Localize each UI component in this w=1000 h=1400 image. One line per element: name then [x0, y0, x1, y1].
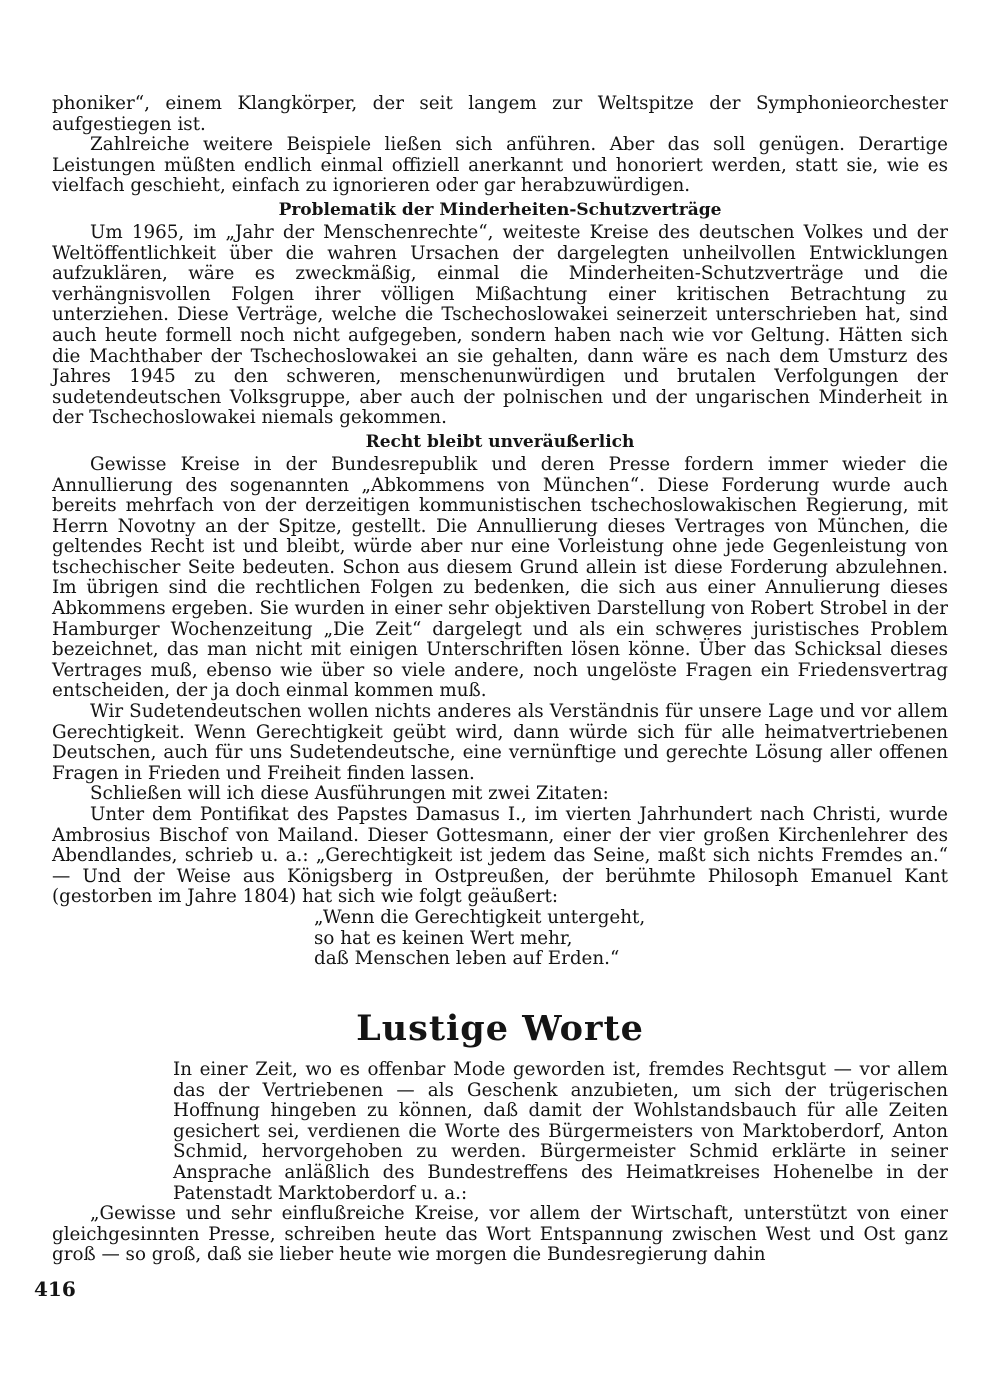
section2-paragraph-2: Wir Sudetendeutschen wollen nichts anderes als Verständnis für unsere Lage und vor allem Gerechtigkeit. Wenn Gerechtigkeit geübt wird, dann würde sich für alle heimatvertriebenen Deutschen, auch für uns Sudetendeutsche, eine vernünftige und gerechte Lösung aller offenen Fragen in Frieden und Freiheit finden lassen. — [52, 701, 948, 784]
main-column — [52, 94, 948, 970]
article-column — [52, 1060, 948, 1266]
quote-line: daß Menschen leben auf Erden.“ — [314, 948, 620, 970]
intro-paragraph-1: phoniker“, einem Klangkörper, der seit langem zur Weltspitze der Symphonieorchester aufgestiegen ist. — [52, 93, 948, 135]
section2-paragraph-4: Unter dem Pontifikat des Papstes Damasus I., im vierten Jahrhundert nach Christi, wurde Ambrosius Bischof von Mailand. Dieser Gottesmann, einer der vier großen Kirchenlehrer des Abendlandes, schrieb u. a.: „Gerechtigkeit ist jedem das Seine, maßt sich nichts Fremdes an.“ — Und der Weise aus Königsberg in Ostpreußen, der berühmte Philosoph Emanuel Kant (gestorben im Jahre 1804) hat sich wie folgt geäußert: — [52, 804, 948, 908]
kant-quote — [314, 908, 948, 970]
article-title: Lustige Worte — [356, 1008, 644, 1049]
quote-line: so hat es keinen Wert mehr, — [314, 927, 573, 949]
article-paragraph-2: „Gewisse und sehr einflußreiche Kreise, vor allem der Wirtschaft, unterstützt von einer gleichgesinnten Presse, schreiben heute das Wort Entspannung zwischen West und Ost ganz groß — so groß, daß sie lieber heute wie morgen die Bundesregierung dahin — [52, 1203, 948, 1266]
article-paragraph-1: In einer Zeit, wo es offenbar Mode geworden ist, fremdes Rechtsgut — vor allem das der Vertriebenen — als Geschenk anzubieten, um sich der trügerischen Hoffnung hingeben zu können, daß damit der Wohlstandsbauch für alle Zeiten gesichert sei, verdienen die Worte des Bürgermeisters von Marktoberdorf, Anton Schmid, hervorgehoben zu werden. Bürgermeister Schmid erklärte in seiner Ansprache anläßlich des Bundestreffens des Heimatkreises Hohenelbe in der Patenstadt Marktoberdorf u. a.: — [173, 1059, 948, 1204]
section1-paragraph-1: Um 1965, im „Jahr der Menschenrechte“, weiteste Kreise des deutschen Volkes und der Weltöffentlichkeit über die wahren Ursachen der dargelegten unheilvollen Entwicklungen aufzuklären, wäre es zweckmäßig, einmal die Minderheiten-Schutzverträge und die verhängnisvollen Folgen ihrer völligen Mißachtung einer kritischen Betrachtung zu unterziehen. Diese Verträge, welche die Tschechoslowakei seinerzeit unterschrieben hat, sind auch heute formell noch nicht aufgegeben, sondern haben nach wie vor Geltung. Hätten sich die Machthaber der Tschechoslowakei an sie gehalten, dann wäre es nach dem Umsturz des Jahres 1945 zu den schweren, menschenunwürdigen und brutalen Verfolgungen der sudetendeutschen Volksgruppe, aber auch der polnischen und der ungarischen Minderheit in der Tschechoslowakei niemals gekommen. — [52, 221, 948, 429]
section-heading-minority-treaties: Problematik der Minderheiten-Schutzverträge — [278, 199, 722, 220]
section2-paragraph-1: Gewisse Kreise in der Bundesrepublik und deren Presse fordern immer wieder die Annullierung des sogenannten „Abkommens von München“. Diese Forderung wurde auch bereits mehrfach von der derzeitigen kommunistischen tschechoslowakischen Regierung, mit Herrn Novotny an der Spitze, gestellt. Die Annullierung dieses Vertrages von München, die geltendes Recht ist und bleibt, würde aber nur eine Vorleistung ohne jede Gegenleistung von tschechischer Seite bedeuten. Schon aus diesem Grund allein ist diese Forderung abzulehnen. Im übrigen sind die rechtlichen Folgen zu bedenken, die sich aus einer Annulierung dieses Abkommens ergeben. Sie wurden in einer sehr objektiven Darstellung von Robert Strobel in der Hamburger Wochenzeitung „Die Zeit“ dargelegt und als ein schweres juristisches Problem bezeichnet, das man nicht mit einigen Unterschriften lösen könne. Über das Schicksal dieses Vertrages muß, ebenso wie über so viele andere, noch ungelöste Fragen ein Friedensvertrag entscheiden, der ja doch einmal kommen muß. — [52, 453, 948, 702]
section2-paragraph-3: Schließen will ich diese Ausführungen mit zwei Zitaten: — [90, 783, 609, 805]
quote-line: „Wenn die Gerechtigkeit untergeht, — [314, 906, 646, 928]
page-number: 416 — [34, 1277, 76, 1301]
intro-paragraph-2: Zahlreiche weitere Beispiele ließen sich anführen. Aber das soll genügen. Derartige Leistungen müßten endlich einmal offiziell anerkannt und honoriert werden, statt sie, wie es vielfach geschieht, einfach zu ignorieren oder gar herabzuwürdigen. — [52, 134, 948, 197]
section-heading-law-inalienable: Recht bleibt unveräußerlich — [365, 431, 635, 452]
